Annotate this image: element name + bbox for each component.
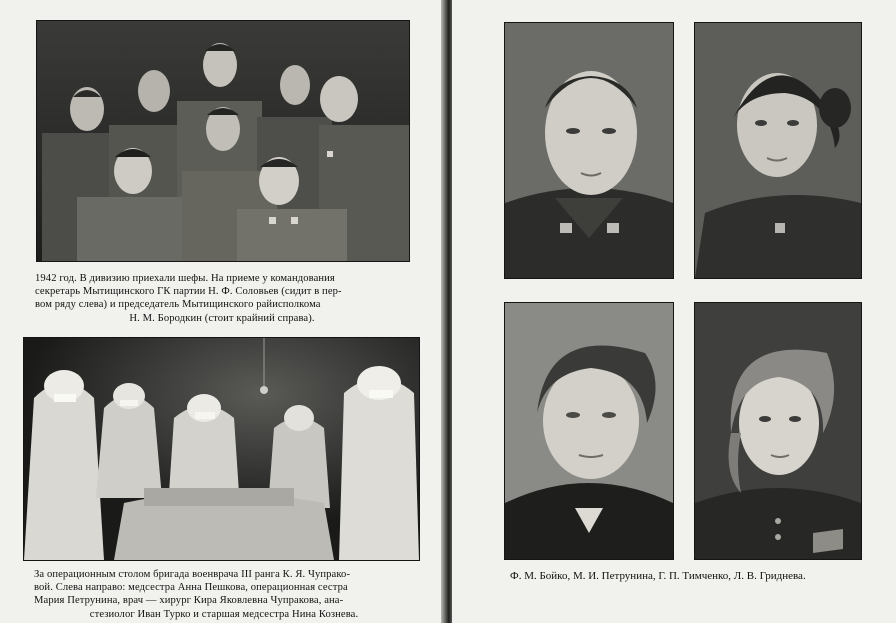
group-photo: [36, 20, 410, 262]
portraits-caption: Ф. М. Бойко, М. И. Петрунина, Г. П. Тимченко, Л. В. Гриднева.: [510, 570, 806, 582]
caption-line: За операционным столом бригада военврача III ранга К. Я. Чупрако-: [34, 569, 351, 580]
portrait-timchenko: [504, 302, 674, 560]
caption-line: стезиолог Иван Турко и старшая медсестра Нина Кознева.: [89, 608, 359, 620]
caption-line: 1942 год. В дивизию приехали шефы. На приеме у командования: [35, 273, 335, 284]
caption-line: вой. Слева направо: медсестра Анна Пешкова, операционная сестра: [34, 582, 348, 594]
group-photo-caption: [35, 272, 409, 325]
portrait-gridneva: [694, 302, 862, 560]
surgery-photo-caption: [34, 568, 414, 621]
caption-line: Н. М. Бородкин (стоит крайний справа).: [129, 312, 315, 324]
caption-line: секретарь Мытищинского ГК партии Н. Ф. Соловьев (сидит в пер-: [35, 286, 342, 298]
portrait-petrunina: [694, 22, 862, 279]
caption-line: вом ряду слева) и председатель Мытищинского райисполкома: [35, 299, 321, 311]
portrait-boyko: [504, 22, 674, 279]
left-page: [0, 0, 444, 623]
caption-line: Мария Петрунина, врач — хирург Кира Яковлевна Чупракова, ана-: [34, 595, 344, 607]
surgery-photo: [23, 337, 420, 561]
right-page: [452, 0, 896, 623]
